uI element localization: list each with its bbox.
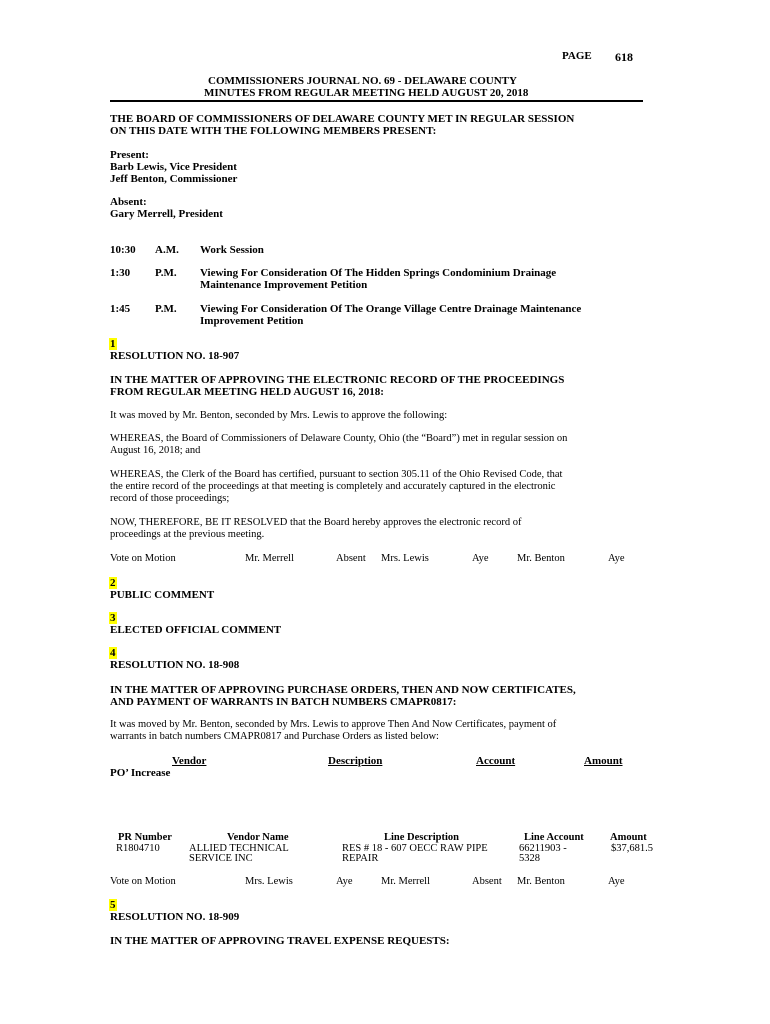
item5-title-line-1: IN THE MATTER OF APPROVING TRAVEL EXPENSE REQUESTS:	[110, 935, 450, 947]
pr-row-account-line-1: 66211903 -	[519, 843, 567, 854]
pr-row-pr-number: R1804710	[116, 843, 160, 854]
present-label: Present:	[110, 149, 149, 161]
item1-title-line-1: IN THE MATTER OF APPROVING THE ELECTRONIC RECORD OF THE PROCEEDINGS	[110, 374, 565, 386]
pr-row-account-line-2: 5328	[519, 853, 540, 864]
schedule-item-2-line-2: Maintenance Improvement Petition	[200, 279, 368, 291]
resolution-18-908: RESOLUTION NO. 18-908	[110, 659, 240, 671]
pr-row-vendor-line-2: SERVICE INC	[189, 853, 253, 864]
item-number-4: 4	[110, 647, 116, 659]
schedule-time-2: 1:30	[110, 267, 131, 279]
item1-vote-member-2: Mrs. Lewis	[381, 553, 429, 564]
item1-vote-member-1: Mr. Merrell	[245, 553, 294, 564]
item1-resolved-line-1: NOW, THEREFORE, BE IT RESOLVED that the Board hereby approves the electronic record of	[110, 517, 522, 528]
absent-member-1: Gary Merrell, President	[110, 208, 223, 220]
item1-whereas-1-line-2: August 16, 2018; and	[110, 445, 201, 456]
item1-vote-value-2: Aye	[472, 553, 489, 564]
item1-title-line-2: FROM REGULAR MEETING HELD AUGUST 16, 2018:	[110, 386, 384, 398]
item1-whereas-1-line-1: WHEREAS, the Board of Commissioners of Delaware County, Ohio (the “Board”) met in regular session on	[110, 433, 568, 444]
item-number-2: 2	[110, 577, 116, 589]
present-member-1: Barb Lewis, Vice President	[110, 161, 237, 173]
item1-vote-value-3: Aye	[608, 553, 625, 564]
table-header-description: Description	[328, 755, 383, 767]
intro-line-2: ON THIS DATE WITH THE FOLLOWING MEMBERS PRESENT:	[110, 125, 437, 137]
item-number-3: 3	[110, 612, 116, 624]
schedule-time-3: 1:45	[110, 303, 131, 315]
table-header-account: Account	[476, 755, 516, 767]
pr-header-pr-number: PR Number	[118, 832, 172, 843]
item4-vote-value-1: Aye	[336, 876, 353, 887]
minutes-title: MINUTES FROM REGULAR MEETING HELD AUGUST 20, 2018	[204, 87, 529, 99]
item4-vote-member-2: Mr. Merrell	[381, 876, 430, 887]
schedule-item-2-line-1: Viewing For Consideration Of The Hidden Springs Condominium Drainage	[200, 267, 557, 279]
item4-title-line-1: IN THE MATTER OF APPROVING PURCHASE ORDERS, THEN AND NOW CERTIFICATES,	[110, 684, 576, 696]
schedule-ampm-3: P.M.	[155, 303, 177, 315]
schedule-ampm-1: A.M.	[155, 244, 179, 256]
item1-resolved-line-2: proceedings at the previous meeting.	[110, 529, 265, 540]
pr-row-description-line-1: RES # 18 - 607 OECC RAW PIPE	[342, 843, 488, 854]
item4-vote-member-3: Mr. Benton	[517, 876, 565, 887]
item4-vote-value-2: Absent	[472, 876, 502, 887]
table-header-vendor: Vendor	[172, 755, 207, 767]
item1-whereas-2-line-1: WHEREAS, the Clerk of the Board has certified, pursuant to section 305.11 of the Ohio Revised Code, that	[110, 469, 563, 480]
item-number-1: 1	[110, 338, 116, 350]
pr-header-amount: Amount	[610, 832, 647, 843]
schedule-item-3-line-1: Viewing For Consideration Of The Orange Village Centre Drainage Maintenance	[200, 303, 582, 315]
schedule-item-3-line-2: Improvement Petition	[200, 315, 304, 327]
public-comment-heading: PUBLIC COMMENT	[110, 589, 215, 601]
item4-vote-member-1: Mrs. Lewis	[245, 876, 293, 887]
page-number: 618	[615, 50, 633, 64]
present-member-2: Jeff Benton, Commissioner	[110, 173, 238, 185]
item1-vote-label: Vote on Motion	[110, 553, 176, 564]
pr-row-description-line-2: REPAIR	[342, 853, 379, 864]
item1-vote-member-3: Mr. Benton	[517, 553, 565, 564]
resolution-18-907: RESOLUTION NO. 18-907	[110, 350, 240, 362]
po-increase-label: PO’ Increase	[110, 767, 171, 779]
schedule-item-1: Work Session	[200, 244, 264, 256]
item1-moved-text: It was moved by Mr. Benton, seconded by Mrs. Lewis to approve the following:	[110, 410, 448, 421]
item1-whereas-2-line-3: record of those proceedings;	[110, 493, 230, 504]
absent-label: Absent:	[110, 196, 147, 208]
item4-vote-label: Vote on Motion	[110, 876, 176, 887]
item4-title-line-2: AND PAYMENT OF WARRANTS IN BATCH NUMBERS CMAPR0817:	[110, 696, 457, 708]
pr-header-vendor-name: Vendor Name	[227, 832, 289, 843]
item1-whereas-2-line-2: the entire record of the proceedings at that meeting is completely and accurately captured in the electronic	[110, 481, 556, 492]
pr-header-line-description: Line Description	[384, 832, 459, 843]
item1-vote-value-1: Absent	[336, 553, 366, 564]
resolution-18-909: RESOLUTION NO. 18-909	[110, 911, 240, 923]
table-header-amount: Amount	[584, 755, 623, 767]
page-label: PAGE	[562, 50, 592, 62]
item4-moved-line-1: It was moved by Mr. Benton, seconded by Mrs. Lewis to approve Then And Now Certificates, payment of	[110, 719, 557, 730]
item-number-5: 5	[110, 899, 116, 911]
item4-moved-line-2: warrants in batch numbers CMAPR0817 and Purchase Orders as listed below:	[110, 731, 439, 742]
header-rule	[110, 100, 643, 102]
schedule-time-1: 10:30	[110, 244, 136, 256]
schedule-ampm-2: P.M.	[155, 267, 177, 279]
pr-row-amount: $37,681.5	[611, 843, 653, 854]
item4-vote-value-3: Aye	[608, 876, 625, 887]
pr-row-vendor-line-1: ALLIED TECHNICAL	[189, 843, 289, 854]
pr-header-line-account: Line Account	[524, 832, 584, 843]
elected-official-comment-heading: ELECTED OFFICIAL COMMENT	[110, 624, 282, 636]
intro-line-1: THE BOARD OF COMMISSIONERS OF DELAWARE COUNTY MET IN REGULAR SESSION	[110, 113, 575, 125]
journal-title: COMMISSIONERS JOURNAL NO. 69 - DELAWARE COUNTY	[208, 75, 517, 87]
